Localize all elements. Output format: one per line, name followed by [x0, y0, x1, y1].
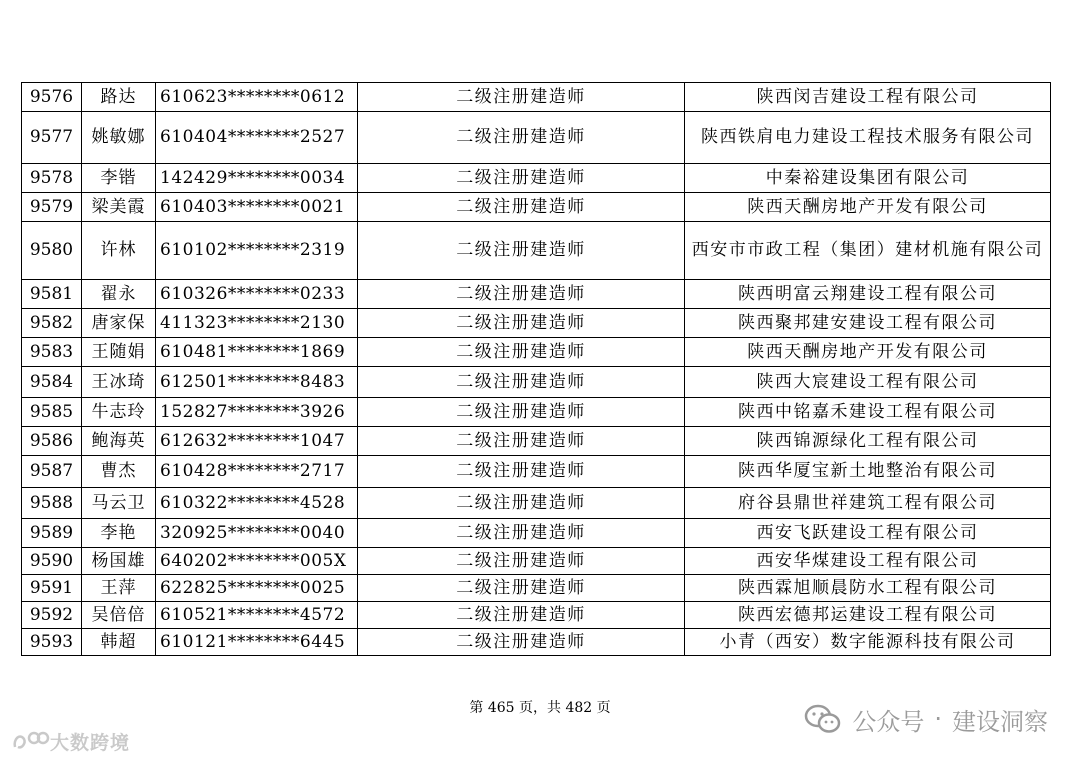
- id-number-cell: 610326********0233: [156, 280, 358, 309]
- id-number-cell: 612501********8483: [156, 367, 358, 398]
- row-number-cell: 9578: [22, 164, 82, 193]
- id-number-cell: 152827********3926: [156, 398, 358, 427]
- qualification-cell: 二级注册建造师: [358, 575, 685, 602]
- qualification-cell: 二级注册建造师: [358, 456, 685, 488]
- table-row: [22, 602, 1051, 629]
- id-number-cell: 142429********0034: [156, 164, 358, 193]
- registry-table: [21, 82, 1051, 656]
- id-number-cell: 610623********0612: [156, 83, 358, 112]
- company-cell: 府谷县鼎世祥建筑工程有限公司: [685, 488, 1051, 519]
- id-number-cell: 411323********2130: [156, 309, 358, 338]
- qualification-cell: 二级注册建造师: [358, 398, 685, 427]
- name-cell: 杨国雄: [82, 548, 156, 575]
- table-row: [22, 629, 1051, 656]
- qualification-cell: 二级注册建造师: [358, 193, 685, 222]
- watermark-account-name: 建设洞察: [952, 707, 1048, 736]
- table-row: [22, 548, 1051, 575]
- table-row: [22, 309, 1051, 338]
- row-number-cell: 9585: [22, 398, 82, 427]
- qualification-cell: 二级注册建造师: [358, 629, 685, 656]
- name-cell: 韩超: [82, 629, 156, 656]
- company-cell: 西安飞跃建设工程有限公司: [685, 519, 1051, 548]
- qualification-cell: 二级注册建造师: [358, 427, 685, 456]
- table-row: [22, 456, 1051, 488]
- table-row: [22, 575, 1051, 602]
- table-row: [22, 367, 1051, 398]
- company-cell: 小青（西安）数字能源科技有限公司: [685, 629, 1051, 656]
- id-number-cell: 610121********6445: [156, 629, 358, 656]
- company-cell: 中秦裕建设集团有限公司: [685, 164, 1051, 193]
- name-cell: 梁美霞: [82, 193, 156, 222]
- name-cell: 马云卫: [82, 488, 156, 519]
- page-footer: 第 465 页，共 482 页: [469, 700, 611, 716]
- company-cell: 陕西天酬房地产开发有限公司: [685, 193, 1051, 222]
- qualification-cell: 二级注册建造师: [358, 488, 685, 519]
- company-cell: 陕西宏德邦运建设工程有限公司: [685, 602, 1051, 629]
- table-row: [22, 398, 1051, 427]
- watermark-right: [804, 700, 1048, 738]
- row-number-cell: 9584: [22, 367, 82, 398]
- qualification-cell: 二级注册建造师: [358, 222, 685, 280]
- row-number-cell: 9588: [22, 488, 82, 519]
- id-number-cell: 610403********0021: [156, 193, 358, 222]
- watermark-logo-icon: [12, 729, 50, 753]
- company-cell: 陕西明富云翔建设工程有限公司: [685, 280, 1051, 309]
- watermark-left-text: 大数跨境: [50, 731, 131, 754]
- name-cell: 路达: [82, 83, 156, 112]
- id-number-cell: 610102********2319: [156, 222, 358, 280]
- company-cell: 陕西闵吉建设工程有限公司: [685, 83, 1051, 112]
- company-cell: 陕西霖旭顺晨防水工程有限公司: [685, 575, 1051, 602]
- id-number-cell: 640202********005X: [156, 548, 358, 575]
- qualification-cell: 二级注册建造师: [358, 602, 685, 629]
- qualification-cell: 二级注册建造师: [358, 338, 685, 367]
- id-number-cell: 622825********0025: [156, 575, 358, 602]
- table-row: [22, 519, 1051, 548]
- id-number-cell: 610428********2717: [156, 456, 358, 488]
- row-number-cell: 9581: [22, 280, 82, 309]
- name-cell: 姚敏娜: [82, 112, 156, 164]
- row-number-cell: 9591: [22, 575, 82, 602]
- name-cell: 唐家保: [82, 309, 156, 338]
- name-cell: 李锴: [82, 164, 156, 193]
- name-cell: 牛志玲: [82, 398, 156, 427]
- watermark-separator: ·: [934, 705, 942, 733]
- table-row: [22, 164, 1051, 193]
- row-number-cell: 9576: [22, 83, 82, 112]
- company-cell: 陕西聚邦建安建设工程有限公司: [685, 309, 1051, 338]
- qualification-cell: 二级注册建造师: [358, 367, 685, 398]
- qualification-cell: 二级注册建造师: [358, 83, 685, 112]
- name-cell: 王冰琦: [82, 367, 156, 398]
- qualification-cell: 二级注册建造师: [358, 309, 685, 338]
- id-number-cell: 610404********2527: [156, 112, 358, 164]
- id-number-cell: 612632********1047: [156, 427, 358, 456]
- name-cell: 鲍海英: [82, 427, 156, 456]
- name-cell: 翟永: [82, 280, 156, 309]
- company-cell: 陕西铁肩电力建设工程技术服务有限公司: [685, 112, 1051, 164]
- row-number-cell: 9593: [22, 629, 82, 656]
- company-cell: 陕西华厦宝新土地整治有限公司: [685, 456, 1051, 488]
- id-number-cell: 610521********4572: [156, 602, 358, 629]
- id-number-cell: 610322********4528: [156, 488, 358, 519]
- name-cell: 李艳: [82, 519, 156, 548]
- row-number-cell: 9580: [22, 222, 82, 280]
- company-cell: 陕西天酬房地产开发有限公司: [685, 338, 1051, 367]
- name-cell: 王随娟: [82, 338, 156, 367]
- row-number-cell: 9590: [22, 548, 82, 575]
- table-row: [22, 488, 1051, 519]
- qualification-cell: 二级注册建造师: [358, 548, 685, 575]
- row-number-cell: 9592: [22, 602, 82, 629]
- row-number-cell: 9579: [22, 193, 82, 222]
- row-number-cell: 9589: [22, 519, 82, 548]
- row-number-cell: 9586: [22, 427, 82, 456]
- id-number-cell: 610481********1869: [156, 338, 358, 367]
- table-row: [22, 338, 1051, 367]
- name-cell: 许林: [82, 222, 156, 280]
- name-cell: 曹杰: [82, 456, 156, 488]
- qualification-cell: 二级注册建造师: [358, 519, 685, 548]
- company-cell: 陕西大宸建设工程有限公司: [685, 367, 1051, 398]
- qualification-cell: 二级注册建造师: [358, 280, 685, 309]
- watermark-left: [12, 729, 130, 753]
- registry-table-body: [22, 83, 1051, 656]
- table-row: [22, 280, 1051, 309]
- row-number-cell: 9577: [22, 112, 82, 164]
- row-number-cell: 9582: [22, 309, 82, 338]
- qualification-cell: 二级注册建造师: [358, 112, 685, 164]
- company-cell: 陕西锦源绿化工程有限公司: [685, 427, 1051, 456]
- name-cell: 王萍: [82, 575, 156, 602]
- name-cell: 吴倍倍: [82, 602, 156, 629]
- row-number-cell: 9583: [22, 338, 82, 367]
- table-row: [22, 427, 1051, 456]
- table-row: [22, 222, 1051, 280]
- qualification-cell: 二级注册建造师: [358, 164, 685, 193]
- table-row: [22, 83, 1051, 112]
- table-row: [22, 193, 1051, 222]
- id-number-cell: 320925********0040: [156, 519, 358, 548]
- company-cell: 西安市市政工程（集团）建材机施有限公司: [685, 222, 1051, 280]
- watermark-account-label: 公众号: [852, 707, 925, 736]
- wechat-icon: [804, 703, 842, 735]
- row-number-cell: 9587: [22, 456, 82, 488]
- company-cell: 陕西中铭嘉禾建设工程有限公司: [685, 398, 1051, 427]
- table-row: [22, 112, 1051, 164]
- company-cell: 西安华煤建设工程有限公司: [685, 548, 1051, 575]
